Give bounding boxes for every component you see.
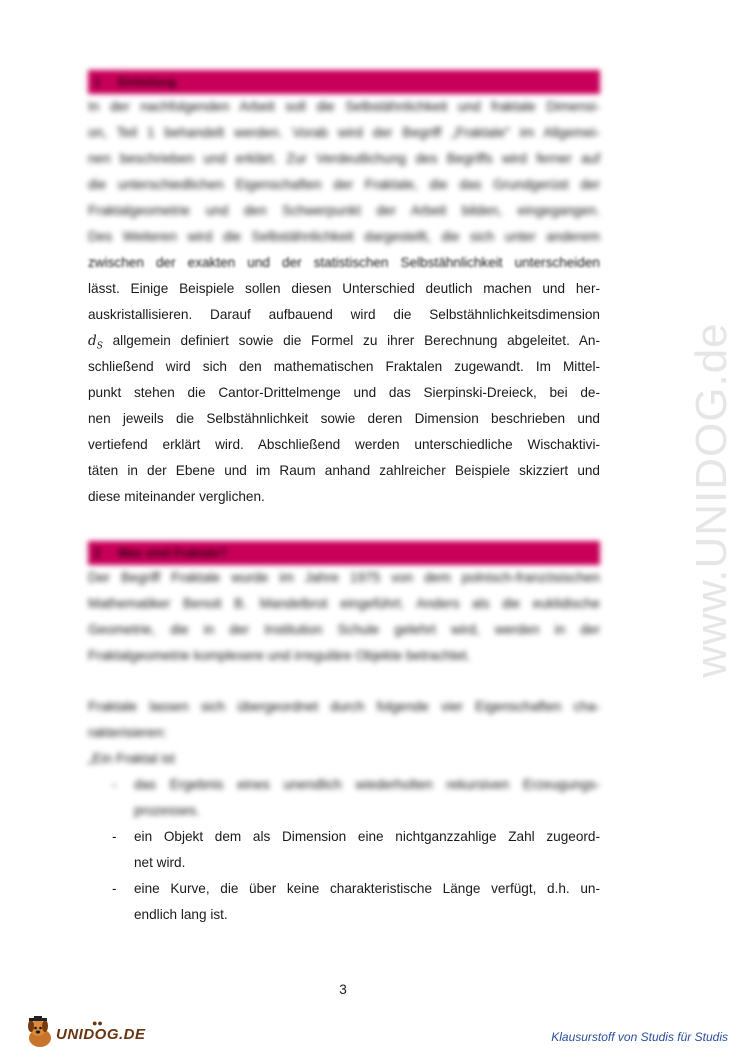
text-line: auskristallisieren. Darauf aufbauend wird die Selbstähnlichkeitsdimension	[88, 307, 600, 322]
dog-icon	[22, 1016, 60, 1050]
text-line: prozesses.	[134, 803, 200, 818]
brand-name: UNIDOG.DE	[56, 1026, 146, 1043]
list-dash: -	[112, 777, 117, 792]
watermark: www.UNIDOG.de	[687, 322, 736, 678]
list-item	[88, 876, 600, 928]
formula-ds	[88, 333, 103, 352]
text-fragment: allgemein definiert sowie die Formel zu ihrer Berechnung abgeleitet. An-	[112, 333, 600, 348]
section-1-transition-line	[88, 250, 600, 276]
unidog-logo[interactable]	[22, 1016, 152, 1050]
text-line: Des Weiteren wird die Selbstähnlichkeit dargestellt, die sich unter anderem	[88, 229, 600, 244]
formula-subscript: S	[96, 341, 103, 352]
fractal-properties-list	[88, 772, 600, 928]
text-line: das Ergebnis eines unendlich wiederholten rekursiven Erzeugungs-	[134, 777, 600, 792]
text-line: die unterschiedlichen Eigenschaften der Fraktale, die das Grundgerüst der	[88, 177, 600, 192]
section-1-number: 1	[94, 75, 101, 89]
section-2-paragraph-2	[88, 694, 600, 772]
text-line: punkt stehen die Cantor-Drittelmenge und das Sierpinski-Dreieck, bei de-	[88, 385, 600, 400]
text-line: on, Teil 1 behandelt werden. Vorab wird der Begriff „Fraktale" im Allgemei-	[88, 125, 600, 140]
section-1-paragraph	[88, 276, 600, 510]
section-2-title: Was sind Fraktale?	[118, 546, 227, 560]
text-line-with-formula	[88, 328, 600, 354]
page-number: 3	[339, 982, 347, 997]
text-line: nen jeweils die Selbstähnlichkeit sowie deren Dimension beschrieben und	[88, 411, 600, 426]
text-line: In der nachfolgenden Arbeit soll die Selbstähnlichkeit und fraktale Dimensi-	[88, 99, 600, 114]
text-line: Der Begriff Fraktale wurde im Jahre 1975 von dem polnisch-französischen	[88, 570, 600, 585]
text-line: vertiefend erklärt wird. Abschließend werden unterschiedliche Wischaktivi-	[88, 437, 600, 452]
list-item	[88, 772, 600, 824]
footer-tagline: Klausurstoff von Studis für Studis	[551, 1030, 728, 1044]
paw-icon: ●●	[92, 1018, 103, 1028]
text-line: eine Kurve, die über keine charakteristische Länge verfügt, d.h. un-	[134, 881, 600, 896]
text-line: nen beschrieben und erklärt. Zur Verdeutlichung des Begriffs wird ferner auf	[88, 151, 600, 166]
text-line: zwischen der exakten und der statistischen Selbstähnlichkeit unterscheiden	[88, 255, 600, 270]
text-line: ein Objekt dem als Dimension eine nichtganzzahlige Zahl zugeord-	[134, 829, 600, 844]
text-line: Fraktale lassen sich übergeordnet durch folgende vier Eigenschaften cha-	[88, 699, 600, 714]
text-line: endlich lang ist.	[134, 907, 228, 922]
text-line: lässt. Einige Beispiele sollen diesen Unterschied deutlich machen und her-	[88, 281, 600, 296]
text-line: Geometrie, die in der Institution Schule gelehrt wird, werden in der	[88, 622, 600, 637]
text-line: „Ein Fraktal ist	[88, 751, 175, 766]
section-1-title: Einleitung	[118, 75, 176, 89]
list-item	[88, 824, 600, 876]
text-line: Fraktalgeometrie komplexere und irreguläre Objekte betrachtet.	[88, 648, 471, 663]
section-2-paragraph-1	[88, 565, 600, 669]
section-1-intro-blurred	[88, 94, 600, 250]
section-2-number: 2	[94, 546, 101, 560]
text-line: diese miteinander verglichen.	[88, 489, 265, 504]
section-1-heading	[88, 70, 600, 94]
text-line: rakterisieren:	[88, 725, 167, 740]
section-2-heading	[88, 541, 600, 565]
list-dash: -	[112, 829, 117, 844]
text-line: täten in der Ebene und im Raum anhand zahlreicher Beispiele skizziert und	[88, 463, 600, 478]
formula-symbol: d	[88, 333, 97, 349]
list-dash: -	[112, 881, 117, 896]
text-line: Mathematiker Benoit B. Mandelbrot eingeführt. Anders als die euklidische	[88, 596, 600, 611]
text-line: Fraktalgeometrie und den Schwerpunkt der Arbeit bilden, eingegangen.	[88, 203, 600, 218]
text-line: schließend wird sich den mathematischen Fraktalen zugewandt. Im Mittel-	[88, 359, 600, 374]
text-line: net wird.	[134, 855, 186, 870]
